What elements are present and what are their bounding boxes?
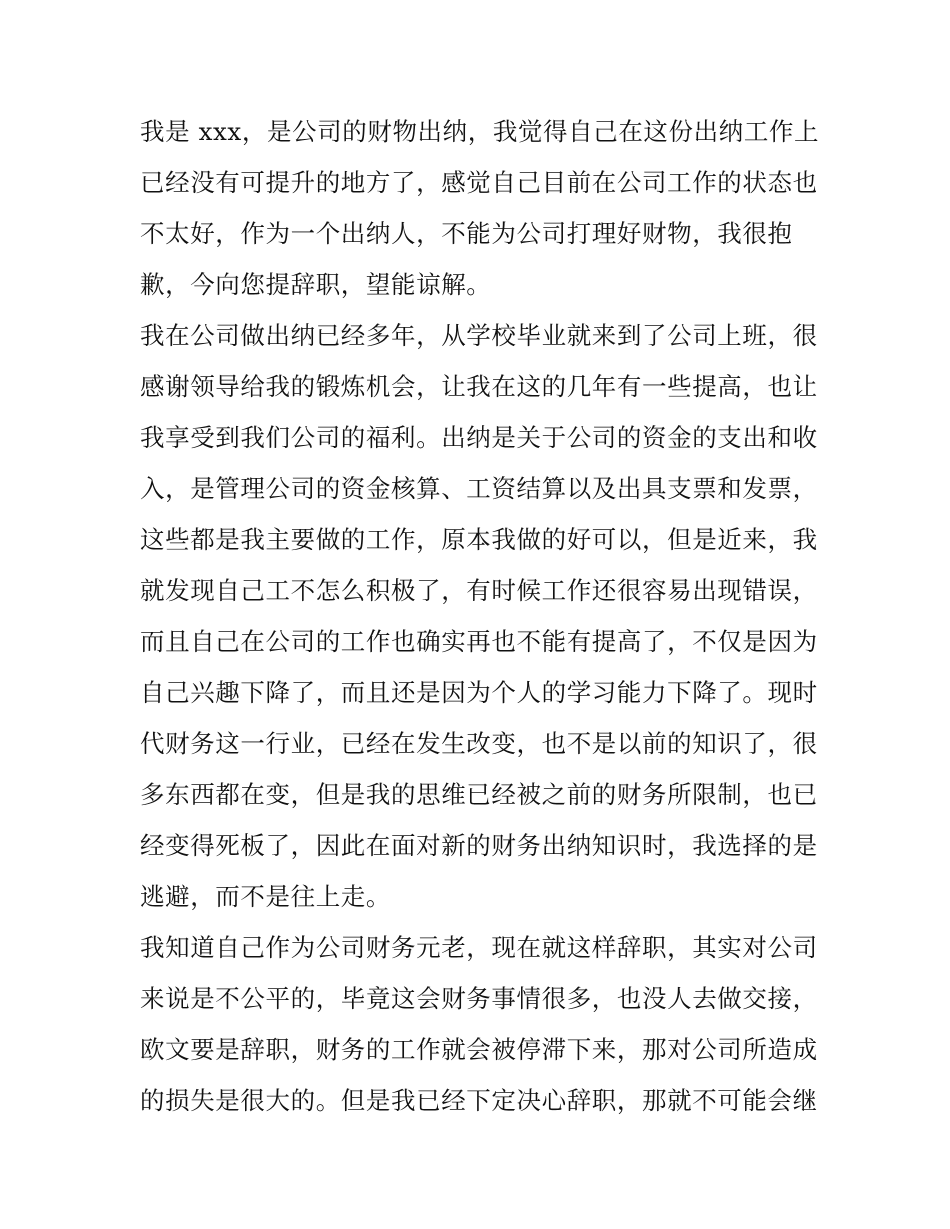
text-line: 感谢领导给我的锻炼机会，让我在这的几年有一些提高，也让 bbox=[140, 372, 818, 401]
text-line: 我在公司做出纳已经多年，从学校毕业就来到了公司上班，很 bbox=[140, 321, 818, 350]
text-line: 我享受到我们公司的福利。出纳是关于公司的资金的支出和收 bbox=[140, 423, 818, 452]
text-line: 就发现自己工不怎么积极了，有时候工作还很容易出现错误， bbox=[140, 576, 818, 605]
text-line: 不太好，作为一个出纳人，不能为公司打理好财物，我很抱 bbox=[140, 219, 793, 248]
letter-body bbox=[140, 106, 820, 1126]
text-line: 这些都是我主要做的工作，原本我做的好可以，但是近来，我 bbox=[140, 525, 818, 554]
text-line: 逃避，而不是往上走。 bbox=[140, 882, 391, 911]
text-line: 自己兴趣下降了，而且还是因为个人的学习能力下降了。现时 bbox=[140, 678, 818, 707]
text-line: 代财务这一行业，已经在发生改变，也不是以前的知识了，很 bbox=[140, 729, 818, 758]
text-line: 入，是管理公司的资金核算、工资结算以及出具支票和发票， bbox=[140, 474, 818, 503]
text-line: 已经没有可提升的地方了，感觉自己目前在公司工作的状态也 bbox=[140, 168, 818, 197]
paragraph-2 bbox=[140, 310, 820, 922]
text-line: 而且自己在公司的工作也确实再也不能有提高了，不仅是因为 bbox=[140, 627, 818, 656]
paragraph-3 bbox=[140, 922, 820, 1126]
text-line: 我知道自己作为公司财务元老，现在就这样辞职，其实对公司 bbox=[140, 933, 818, 962]
text-line: 欧文要是辞职，财务的工作就会被停滞下来，那对公司所造成 bbox=[140, 1035, 818, 1064]
paragraph-1 bbox=[140, 106, 820, 310]
text-line: 经变得死板了，因此在面对新的财务出纳知识时，我选择的是 bbox=[140, 831, 818, 860]
text-line: 多东西都在变，但是我的思维已经被之前的财务所限制，也已 bbox=[140, 780, 818, 809]
text-line: 的损失是很大的。但是我已经下定决心辞职，那就不可能会继 bbox=[140, 1086, 818, 1115]
text-line: 来说是不公平的，毕竟这会财务事情很多，也没人去做交接， bbox=[140, 984, 818, 1013]
text-line: 歉，今向您提辞职，望能谅解。 bbox=[140, 270, 492, 299]
text-line: 我是 xxx，是公司的财物出纳，我觉得自己在这份出纳工作上 bbox=[140, 117, 820, 146]
